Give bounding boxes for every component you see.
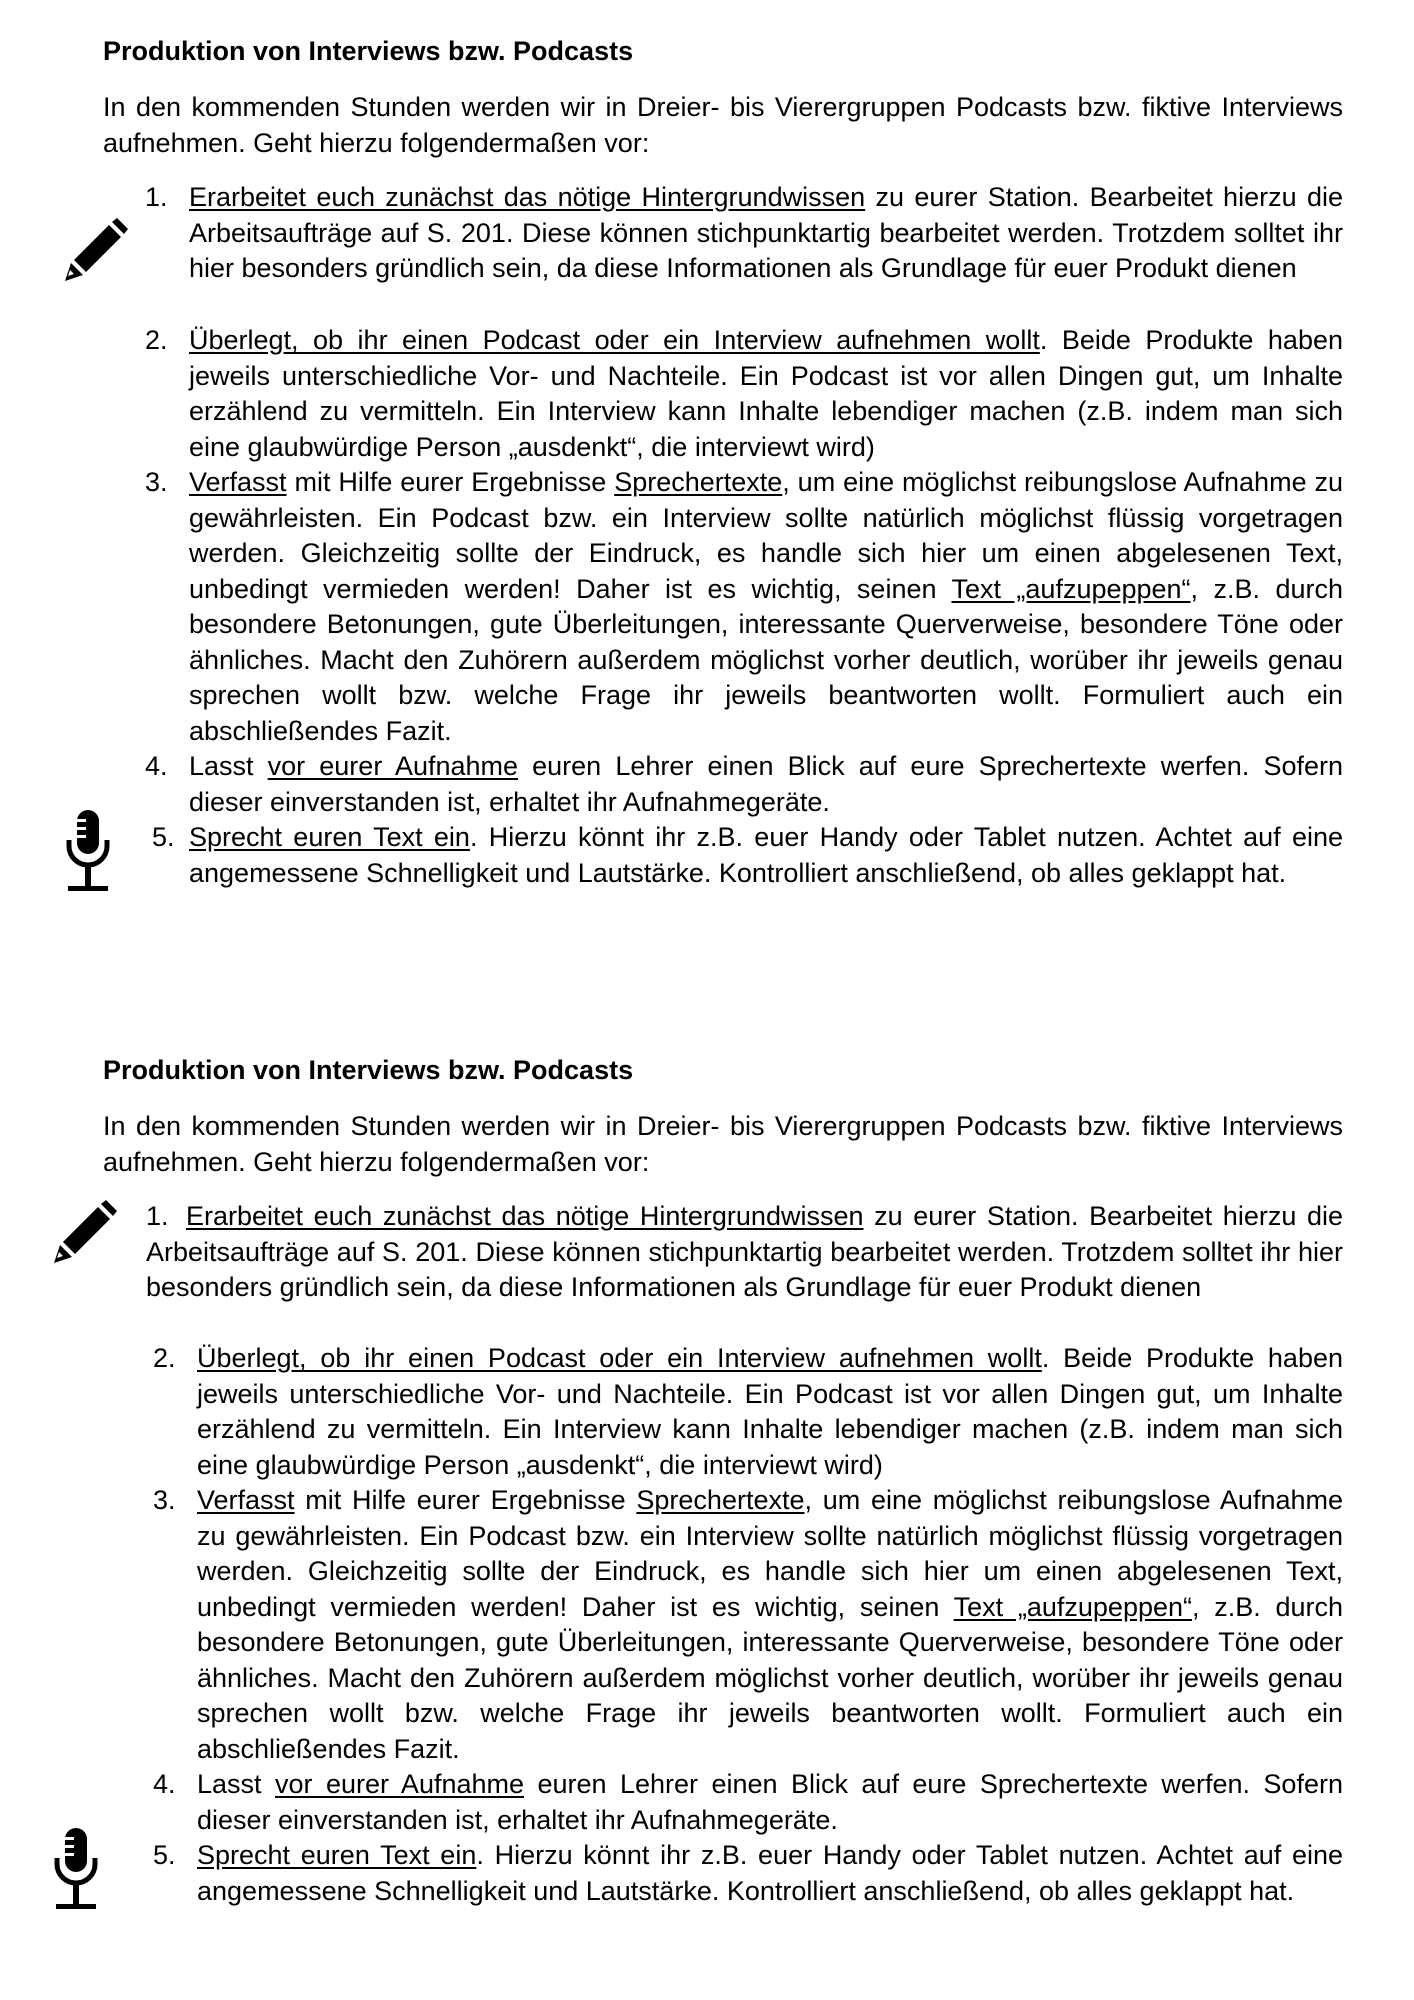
item-number: 1. bbox=[146, 1201, 169, 1231]
item-underlined-text: Überlegt, ob ihr einen Podcast oder ein Interview aufnehmen wollt bbox=[189, 325, 1040, 355]
item-text: . Hierzu könnt ihr z.B. euer Handy oder Tablet nutzen. Achtet auf eine angemessene Schnelligkeit und Lautstärke. Kontrolliert anschließend, ob alles geklappt hat. bbox=[197, 1840, 1344, 1906]
list-item-1 bbox=[146, 1199, 1343, 1306]
pencil-icon bbox=[51, 1200, 117, 1266]
section-title: Produktion von Interviews bzw. Podcasts bbox=[103, 1055, 634, 1085]
item-number: 5. bbox=[152, 822, 175, 852]
item-text: , um eine möglichst reibungslose Aufnahme zu gewährleisten. Ein Podcast bzw. ein Interview sollte natürlich möglichst flüssig vorgetragen werden. Gleichzeitig sollte der Eindruck, es handle sich hier um einen abgelesenen Text, unbedingt vermieden werden! Daher ist es wichtig, seinen bbox=[197, 1485, 1343, 1622]
item-text: . Beide Produkte haben jeweils unterschiedliche Vor- und Nachteile. Ein Podcast ist vor allen Dingen gut, um Inhalte erzählend zu vermitteln. Ein Interview kann Inhalte lebendiger machen (z.B. indem man sich eine glaubwürdige Person „ausdenkt“, die interviewt wird) bbox=[189, 325, 1343, 462]
list-item-4 bbox=[153, 1767, 1343, 1838]
list-item-5 bbox=[152, 820, 1343, 891]
item-text: mit Hilfe eurer Ergebnisse bbox=[286, 467, 615, 497]
pencil-icon bbox=[62, 218, 128, 284]
item-underlined-text: Verfasst bbox=[197, 1485, 295, 1515]
item-text: zu eurer Station. Bearbeitet hierzu die Arbeitsaufträge auf S. 201. Diese können stichpunktartig bearbeitet werden. Trotzdem solltet ihr hier besonders gründlich sein, da diese Informationen als Grundlage für euer Produkt dienen bbox=[146, 1201, 1343, 1302]
list-item-3 bbox=[145, 465, 1344, 749]
list-item-1 bbox=[145, 180, 1343, 287]
section-intro: In den kommenden Stunden werden wir in Dreier- bis Vierergruppen Podcasts bzw. fiktive Interviews aufnehmen. Geht hierzu folgendermaßen vor: bbox=[103, 1111, 1343, 1177]
item-text: euren Lehrer einen Blick auf eure Sprechertexte werfen. Sofern dieser einverstanden ist, erhaltet ihr Aufnahmegeräte. bbox=[189, 751, 1343, 817]
item-underlined-text: Sprechertexte bbox=[614, 467, 783, 497]
list-item-4 bbox=[145, 749, 1343, 820]
list-item-3 bbox=[153, 1483, 1344, 1767]
item-text: , z.B. durch besondere Betonungen, gute Überleitungen, interessante Querverweise, besondere Töne oder ähnliches. Macht den Zuhörern außerdem möglichst vorher deutlich, worüber ihr jeweils genau sprechen wollt bzw. welche Frage ihr jeweils beantworten wollt. Formuliert auch ein abschließendes Fazit. bbox=[197, 1591, 1344, 1764]
item-underlined-text: Erarbeitet euch zunächst das nötige Hintergrundwissen bbox=[186, 1201, 864, 1231]
item-text: Lasst bbox=[189, 751, 268, 781]
item-number: 3. bbox=[145, 467, 168, 497]
item-underlined-text: Sprechertexte bbox=[636, 1485, 805, 1515]
item-text: . Beide Produkte haben jeweils unterschiedliche Vor- und Nachteile. Ein Podcast ist vor allen Dingen gut, um Inhalte erzählend zu vermitteln. Ein Interview kann Inhalte lebendiger machen (z.B. indem man sich eine glaubwürdige Person „ausdenkt“, die interviewt wird) bbox=[197, 1343, 1343, 1480]
list-item-2 bbox=[145, 323, 1343, 465]
list-item-5 bbox=[153, 1838, 1344, 1909]
item-number: 3. bbox=[153, 1485, 176, 1515]
microphone-icon bbox=[52, 1828, 100, 1910]
item-text: zu eurer Station. Bearbeitet hierzu die Arbeitsaufträge auf S. 201. Diese können stichpunktartig bearbeitet werden. Trotzdem solltet ihr hier besonders gründlich sein, da diese Informationen als Grundlage für euer Produkt dienen bbox=[189, 182, 1343, 283]
item-text: . Hierzu könnt ihr z.B. euer Handy oder Tablet nutzen. Achtet auf eine angemessene Schnelligkeit und Lautstärke. Kontrolliert anschließend, ob alles geklappt hat. bbox=[189, 822, 1343, 888]
item-number: 2. bbox=[145, 325, 168, 355]
microphone-icon bbox=[64, 810, 112, 892]
item-text: euren Lehrer einen Blick auf eure Sprechertexte werfen. Sofern dieser einverstanden ist, erhaltet ihr Aufnahmegeräte. bbox=[197, 1769, 1343, 1835]
item-underlined-text: Text „aufzupeppen“ bbox=[951, 573, 1191, 604]
item-underlined-text: Sprecht euren Text ein bbox=[197, 1840, 477, 1870]
item-underlined-text: vor eurer Aufnahme bbox=[274, 1769, 525, 1799]
section-intro: In den kommenden Stunden werden wir in Dreier- bis Vierergruppen Podcasts bzw. fiktive Interviews aufnehmen. Geht hierzu folgendermaßen vor: bbox=[103, 92, 1343, 158]
item-underlined-text: Überlegt, ob ihr einen Podcast oder ein Interview aufnehmen wollt bbox=[197, 1343, 1042, 1373]
item-text: , z.B. durch besondere Betonungen, gute Überleitungen, interessante Querverweise, besondere Töne oder ähnliches. Macht den Zuhörern außerdem möglichst vorher deutlich, worüber ihr jeweils genau sprechen wollt bzw. welche Frage ihr jeweils beantworten wollt. Formuliert auch ein abschließendes Fazit. bbox=[189, 573, 1343, 746]
section-title: Produktion von Interviews bzw. Podcasts bbox=[103, 36, 634, 66]
item-number: 5. bbox=[153, 1840, 176, 1870]
item-number: 4. bbox=[153, 1769, 176, 1799]
item-text: , um eine möglichst reibungslose Aufnahme zu gewährleisten. Ein Podcast bzw. ein Interview sollte natürlich möglichst flüssig vorgetragen werden. Gleichzeitig sollte der Eindruck, es handle sich hier um einen abgelesenen Text, unbedingt vermieden werden! Daher ist es wichtig, seinen bbox=[189, 467, 1344, 604]
item-number: 1. bbox=[145, 182, 168, 212]
item-underlined-text: Erarbeitet euch zunächst das nötige Hintergrundwissen bbox=[189, 182, 866, 212]
item-underlined-text: Text „aufzupeppen“ bbox=[953, 1591, 1193, 1622]
item-underlined-text: vor eurer Aufnahme bbox=[267, 751, 519, 781]
item-text: Lasst bbox=[197, 1769, 275, 1799]
item-number: 4. bbox=[145, 751, 168, 781]
item-underlined-text: Verfasst bbox=[189, 467, 287, 497]
item-underlined-text: Sprecht euren Text ein bbox=[189, 822, 470, 852]
list-item-2 bbox=[153, 1341, 1343, 1483]
item-text: mit Hilfe eurer Ergebnisse bbox=[294, 1485, 637, 1515]
item-number: 2. bbox=[153, 1343, 176, 1373]
